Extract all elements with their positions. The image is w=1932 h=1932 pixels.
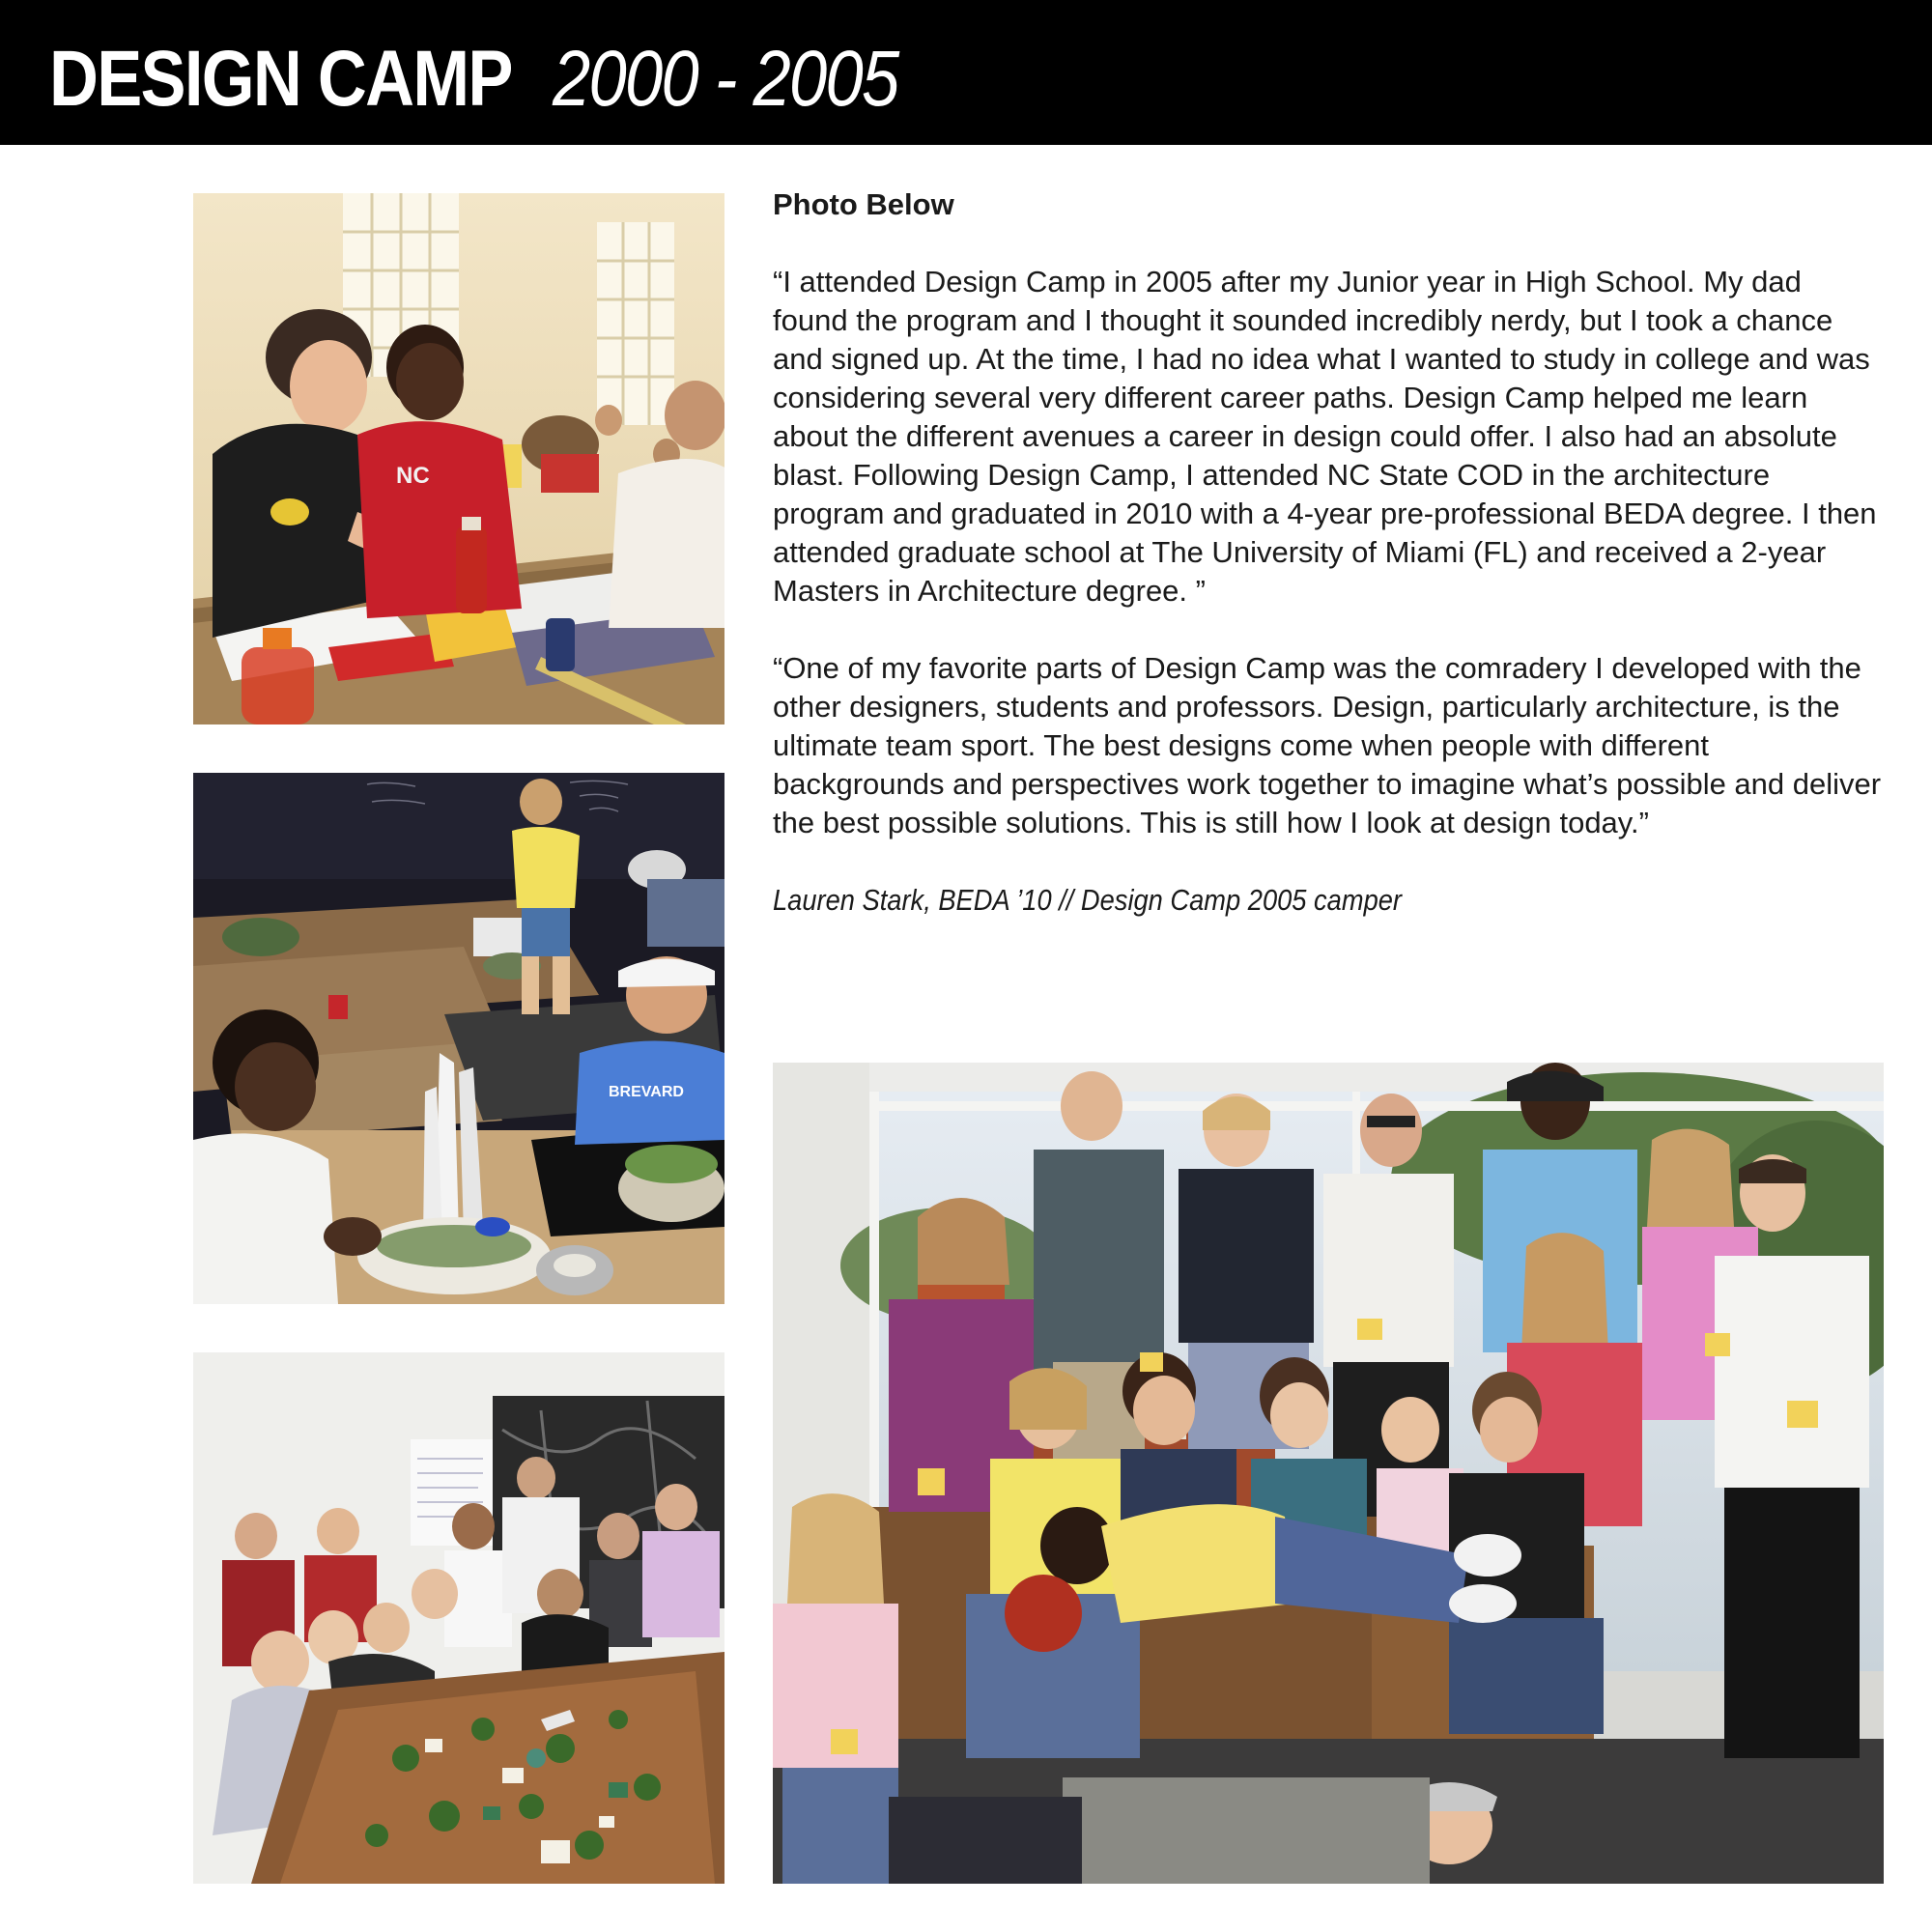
photo-group-landscape-model-image <box>193 1352 724 1884</box>
svg-text:BREVARD: BREVARD <box>609 1084 684 1100</box>
header-bar <box>0 0 1932 145</box>
photo-studio-model-building <box>193 773 724 1304</box>
photo-design-camp-group-image <box>773 1063 1884 1884</box>
photo-studio-model-building-image <box>193 773 724 1304</box>
page-title-years: 2000 - 2005 <box>553 35 898 123</box>
page-title: DESIGN CAMP <box>49 35 512 123</box>
quote-paragraph-2: “One of my favorite parts of Design Camp was the comradery I developed with the other designers, students and professors. Design, particularly architecture, is the ultimate team sport. The best designs come when people with different backgrounds and perspectives work together to imagine what’s possible and deliver the best possible solutions. This is still how I look at design today.” <box>773 651 1882 839</box>
section-label: Photo Below <box>773 187 954 221</box>
quote-attribution: Lauren Stark, BEDA ’10 // Design Camp 2005 camper <box>773 883 1403 917</box>
photo-group-landscape-model <box>193 1352 724 1884</box>
article-text <box>773 185 1893 920</box>
photo-design-camp-group <box>773 1063 1884 1884</box>
quote-paragraph-1: “I attended Design Camp in 2005 after my Junior year in High School. My dad found the program and I thought it sounded incredibly nerdy, but I took a chance and signed up. At the time, I had no idea what I wanted to study in college and was considering several very different career paths. Design Camp helped me learn about the different avenues a career in design could offer. I also had an absolute blast. Following Design Camp, I attended NC State COD in the architecture program and graduated in 2010 with a 4-year pre-professional BEDA degree. I then attended graduate school at The University of Miami (FL) and received a 2-year Masters in Architecture degree. ” <box>773 265 1877 608</box>
photo-students-working-classroom-image <box>193 193 724 724</box>
photo-students-working-classroom <box>193 193 724 724</box>
svg-text:NC: NC <box>396 463 430 489</box>
